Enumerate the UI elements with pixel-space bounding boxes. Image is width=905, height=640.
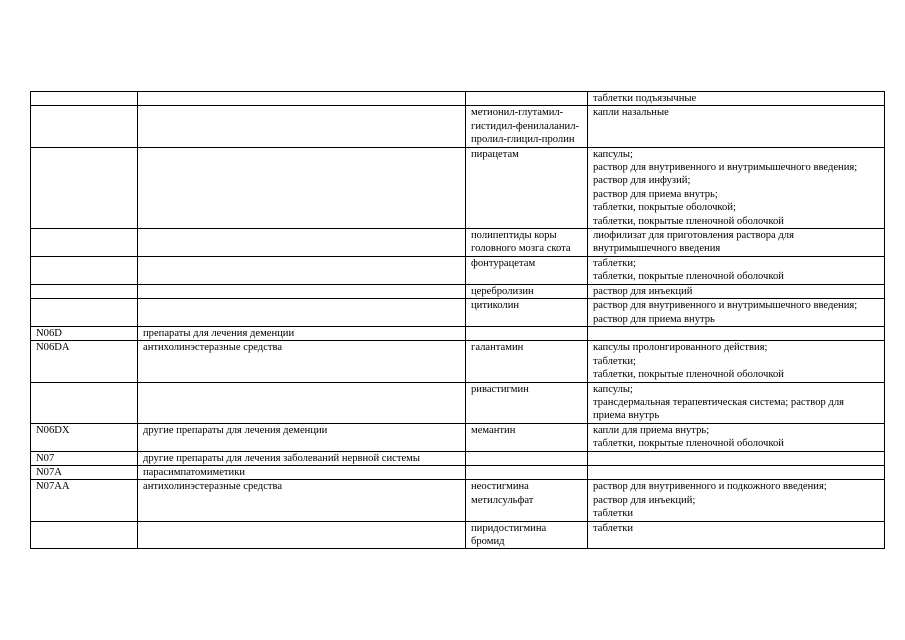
drug-name-cell: метионил-глутамил-гистидил-фенилаланил-пролил-глицил-пролин bbox=[466, 106, 588, 147]
table-row bbox=[31, 480, 885, 521]
dosage-form-line: раствор для приема внутрь; bbox=[593, 188, 718, 200]
dosage-form-line: капли для приема внутрь; bbox=[593, 424, 710, 436]
drug-name-cell bbox=[466, 465, 588, 479]
drug-list-table bbox=[30, 91, 885, 549]
drug-name-cell bbox=[466, 92, 588, 106]
table-row bbox=[31, 465, 885, 479]
dosage-form-line: трансдермальная терапевтическая система; раствор для приема внутрь bbox=[593, 396, 844, 422]
dosage-form-line: таблетки, покрытые пленочной оболочкой bbox=[593, 271, 784, 283]
atc-group-cell bbox=[138, 229, 466, 257]
atc-code-cell bbox=[31, 382, 138, 423]
dosage-form-line: раствор для инъекций; bbox=[593, 494, 696, 506]
drug-name-cell: мемантин bbox=[466, 423, 588, 451]
dosage-form-line: раствор для внутривенного и внутримышечного введения; bbox=[593, 162, 858, 174]
drug-name-cell bbox=[466, 451, 588, 465]
atc-code-cell: N07 bbox=[31, 451, 138, 465]
atc-group-cell bbox=[138, 299, 466, 327]
drug-name-cell: неостигмина метилсульфат bbox=[466, 480, 588, 521]
atc-group-cell bbox=[138, 521, 466, 549]
drug-name-cell: галантамин bbox=[466, 341, 588, 382]
atc-group-cell bbox=[138, 106, 466, 147]
drug-name-cell: полипептиды коры головного мозга скота bbox=[466, 229, 588, 257]
dosage-form-line: таблетки; bbox=[593, 257, 636, 269]
table-row bbox=[31, 451, 885, 465]
atc-code-cell bbox=[31, 106, 138, 147]
dosage-form-cell bbox=[588, 106, 885, 147]
table-row bbox=[31, 521, 885, 549]
atc-code-cell bbox=[31, 147, 138, 228]
drug-name-cell: пирацетам bbox=[466, 147, 588, 228]
atc-code-cell: N07A bbox=[31, 465, 138, 479]
dosage-form-line: капсулы пролонгированного действия; bbox=[593, 342, 768, 354]
dosage-form-line: раствор для инъекций bbox=[593, 285, 693, 297]
drug-list-body bbox=[31, 92, 885, 549]
table-row bbox=[31, 92, 885, 106]
dosage-form-cell bbox=[588, 465, 885, 479]
atc-group-cell bbox=[138, 92, 466, 106]
dosage-form-line: раствор для внутривенного и внутримышечного введения; раствор для приема внутрь bbox=[593, 300, 858, 325]
atc-code-cell bbox=[31, 284, 138, 298]
dosage-form-cell bbox=[588, 480, 885, 521]
table-row bbox=[31, 423, 885, 451]
dosage-form-cell bbox=[588, 451, 885, 465]
table-row bbox=[31, 299, 885, 327]
dosage-form-line: таблетки подъязычные bbox=[593, 93, 697, 104]
drug-name-cell: пиридостигмина бромид bbox=[466, 521, 588, 549]
dosage-form-line: таблетки, покрытые пленочной оболочкой bbox=[593, 215, 784, 227]
table-row bbox=[31, 284, 885, 298]
dosage-form-line: таблетки, покрытые пленочной оболочкой bbox=[593, 438, 784, 450]
drug-name-cell: церебролизин bbox=[466, 284, 588, 298]
atc-code-cell: N07AA bbox=[31, 480, 138, 521]
dosage-form-line: капсулы; bbox=[593, 383, 633, 395]
table-row bbox=[31, 229, 885, 257]
drug-name-cell: фонтурацетам bbox=[466, 256, 588, 284]
dosage-form-line: лиофилизат для приготовления раствора для внутримышечного введения bbox=[593, 230, 794, 255]
atc-code-cell bbox=[31, 299, 138, 327]
atc-code-cell bbox=[31, 92, 138, 106]
atc-code-cell bbox=[31, 256, 138, 284]
atc-code-cell: N06DX bbox=[31, 423, 138, 451]
drug-name-cell: ривастигмин bbox=[466, 382, 588, 423]
atc-group-cell: другие препараты для лечения деменции bbox=[138, 423, 466, 451]
dosage-form-line: раствор для внутривенного и подкожного введения; bbox=[593, 481, 827, 493]
dosage-form-cell bbox=[588, 382, 885, 423]
atc-group-cell: антихолинэстеразные средства bbox=[138, 480, 466, 521]
table-row bbox=[31, 106, 885, 147]
atc-code-cell: N06DA bbox=[31, 341, 138, 382]
dosage-form-line: таблетки; bbox=[593, 355, 636, 367]
table-row bbox=[31, 341, 885, 382]
atc-code-cell: N06D bbox=[31, 326, 138, 340]
dosage-form-line: таблетки bbox=[593, 522, 634, 534]
atc-group-cell: парасимпатомиметики bbox=[138, 465, 466, 479]
table-row bbox=[31, 382, 885, 423]
atc-group-cell: другие препараты для лечения заболеваний нервной системы bbox=[138, 451, 466, 465]
atc-group-cell: антихолинэстеразные средства bbox=[138, 341, 466, 382]
table-row bbox=[31, 256, 885, 284]
atc-group-cell: препараты для лечения деменции bbox=[138, 326, 466, 340]
dosage-form-line: капли назальные bbox=[593, 107, 669, 119]
drug-name-cell: цитиколин bbox=[466, 299, 588, 327]
atc-code-cell bbox=[31, 521, 138, 549]
dosage-form-cell bbox=[588, 92, 885, 106]
atc-code-cell bbox=[31, 229, 138, 257]
atc-group-cell bbox=[138, 284, 466, 298]
dosage-form-line: таблетки bbox=[593, 508, 634, 520]
dosage-form-cell bbox=[588, 521, 885, 549]
atc-group-cell bbox=[138, 382, 466, 423]
dosage-form-line: капсулы; bbox=[593, 148, 633, 160]
atc-group-cell bbox=[138, 256, 466, 284]
table-row bbox=[31, 326, 885, 340]
dosage-form-cell bbox=[588, 229, 885, 257]
dosage-form-cell bbox=[588, 284, 885, 298]
dosage-form-cell bbox=[588, 147, 885, 228]
atc-group-cell bbox=[138, 147, 466, 228]
dosage-form-cell bbox=[588, 423, 885, 451]
drug-name-cell bbox=[466, 326, 588, 340]
table-row bbox=[31, 147, 885, 228]
dosage-form-line: таблетки, покрытые пленочной оболочкой bbox=[593, 369, 784, 381]
dosage-form-line: таблетки, покрытые оболочкой; bbox=[593, 202, 736, 214]
dosage-form-cell bbox=[588, 341, 885, 382]
dosage-form-cell bbox=[588, 256, 885, 284]
dosage-form-line: раствор для инфузий; bbox=[593, 175, 691, 187]
dosage-form-cell bbox=[588, 299, 885, 327]
dosage-form-cell bbox=[588, 326, 885, 340]
